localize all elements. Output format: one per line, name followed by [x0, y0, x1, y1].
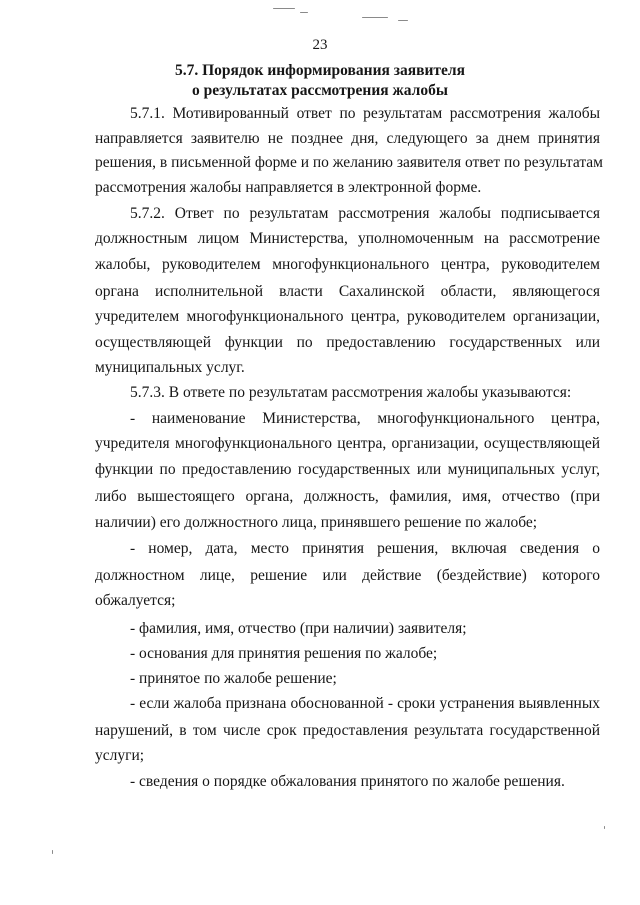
text-line: учредителем многофункционального центра, руководителем организации,	[95, 308, 600, 325]
text-line: муниципальных услуг.	[95, 359, 245, 376]
text-line: функции по предоставлению государственных или муниципальных услуг,	[95, 461, 600, 478]
scan-speck	[52, 850, 53, 854]
scan-speck	[273, 8, 295, 9]
page-number: 23	[312, 37, 328, 53]
text-line: - фамилия, имя, отчество (при наличии) заявителя;	[130, 620, 467, 637]
text-line: - сведения о порядке обжалования принятого по жалобе решения.	[130, 773, 565, 790]
text-line: 5.7.1. Мотивированный ответ по результатам рассмотрения жалобы	[130, 105, 600, 122]
scan-speck	[604, 826, 605, 829]
scan-speck	[362, 17, 388, 18]
text-line: 5.7.2. Ответ по результатам рассмотрения жалобы подписывается	[130, 205, 600, 222]
text-line: органа исполнительной власти Сахалинской области, являющегося	[95, 283, 600, 300]
scan-speck	[398, 20, 408, 21]
text-line: должностным лицом Министерства, уполномоченным на рассмотрение	[95, 230, 600, 247]
text-line: либо вышестоящего органа, должность, фамилия, имя, отчество (при	[95, 488, 600, 505]
section-heading-line-2: о результатах рассмотрения жалобы	[192, 82, 448, 99]
text-line: - наименование Министерства, многофункционального центра,	[130, 410, 600, 427]
text-line: жалобы, руководителем многофункционального центра, руководителем	[95, 256, 600, 273]
text-line: услуги;	[95, 747, 145, 764]
text-line: 5.7.3. В ответе по результатам рассмотрения жалобы указываются:	[130, 384, 572, 401]
text-line: учредителя многофункционального центра, организации, осуществляющей	[95, 435, 600, 452]
text-line: - основания для принятия решения по жалобе;	[130, 645, 438, 662]
scan-speck	[300, 12, 308, 13]
text-line: направляется заявителю не позднее дня, следующего за днем принятия	[95, 130, 600, 147]
text-line: наличии) его должностного лица, принявшего решение по жалобе;	[95, 514, 538, 531]
text-line: решения, в письменной форме и по желанию заявителя ответ по результатам	[95, 154, 603, 171]
text-line: нарушений, в том числе срок предоставления результата государственной	[95, 722, 600, 739]
text-line: рассмотрения жалобы направляется в электронной форме.	[95, 179, 482, 196]
text-line: - принятое по жалобе решение;	[130, 670, 337, 687]
section-heading-line-1: 5.7. Порядок информирования заявителя	[174, 62, 465, 79]
text-line: должностном лице, решение или действие (бездействие) которого	[95, 567, 600, 584]
text-line: - номер, дата, место принятия решения, включая сведения о	[130, 540, 600, 557]
text-line: - если жалоба признана обоснованной - сроки устранения выявленных	[130, 695, 600, 712]
text-line: обжалуется;	[95, 592, 176, 609]
text-line: осуществляющей функции по предоставлению государственных или	[95, 334, 600, 351]
